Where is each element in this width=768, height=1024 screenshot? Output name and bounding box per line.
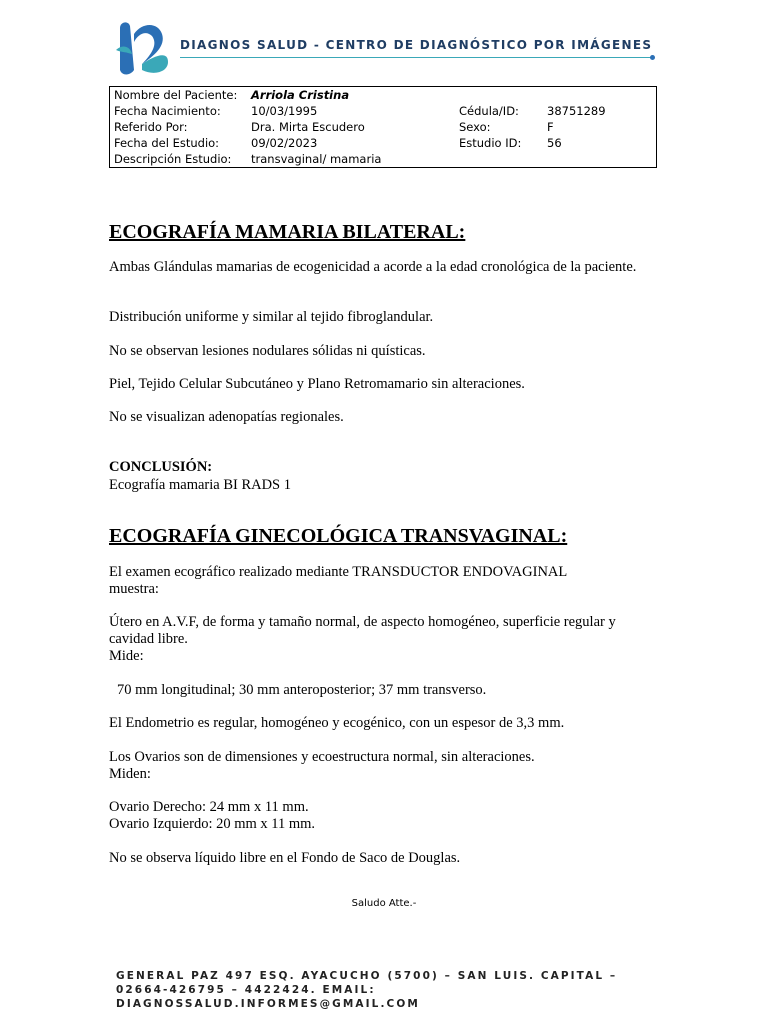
uterus-measures: 70 mm longitudinal; 30 mm anteroposterior; 37 mm transverso. (117, 682, 487, 698)
section-heading-transvaginal: ECOGRAFÍA GINECOLÓGICA TRANSVAGINAL: (109, 525, 568, 547)
referred-value: Dra. Mirta Escudero (251, 120, 365, 134)
paragraph: Los Ovarios son de dimensiones y ecoestructura normal, sin alteraciones. (109, 749, 535, 765)
referred-label: Referido Por: (114, 120, 188, 134)
study-desc-value: transvaginal/ mamaria (251, 152, 382, 166)
conclusion-label: CONCLUSIÓN: (109, 459, 213, 475)
paragraph: No se observa líquido libre en el Fondo de Saco de Douglas. (109, 850, 461, 866)
footer-address: GENERAL PAZ 497 ESQ. AYACUCHO (5700) – SAN LUIS. CAPITAL – 02664-426795 – 4422424. EMAIL: DIAGNOSSALUD.INFORMES@GMAIL.COM (116, 970, 618, 1010)
section-heading-mamaria: ECOGRAFÍA MAMARIA BILATERAL: (109, 221, 466, 243)
id-value: 38751289 (547, 104, 606, 118)
clinic-title: DIAGNOS SALUD - CENTRO DE DIAGNÓSTICO POR IMÁGENES (180, 38, 653, 52)
id-label: Cédula/ID: (459, 104, 519, 118)
sex-label: Sexo: (459, 120, 491, 134)
paragraph: Miden: (109, 766, 151, 782)
diagnos-salud-logo-icon (112, 20, 174, 76)
patient-info-box (109, 86, 657, 168)
ovary-right-measure: Ovario Derecho: 24 mm x 11 mm. (109, 799, 309, 815)
dob-value: 10/03/1995 (251, 104, 318, 118)
paragraph: El examen ecográfico realizado mediante TRANSDUCTOR ENDOVAGINAL muestra: (109, 564, 567, 597)
study-id-label: Estudio ID: (459, 136, 522, 150)
dob-label: Fecha Nacimiento: (114, 104, 221, 118)
paragraph: No se visualizan adenopatías regionales. (109, 409, 344, 425)
paragraph: Ambas Glándulas mamarias de ecogenicidad a acorde a la edad cronológica de la paciente. (109, 259, 637, 275)
ovary-left-measure: Ovario Izquierdo: 20 mm x 11 mm. (109, 816, 316, 832)
header-divider (180, 57, 652, 58)
paragraph: Piel, Tejido Celular Subcutáneo y Plano Retromamario sin alteraciones. (109, 376, 525, 392)
paragraph: El Endometrio es regular, homogéneo y ecogénico, con un espesor de 3,3 mm. (109, 715, 565, 731)
paragraph: Mide: (109, 648, 144, 664)
paragraph: No se observan lesiones nodulares sólidas ni quísticas. (109, 343, 426, 359)
study-desc-label: Descripción Estudio: (114, 152, 232, 166)
patient-name-label: Nombre del Paciente: (114, 88, 238, 102)
paragraph: Distribución uniforme y similar al tejido fibroglandular. (109, 309, 434, 325)
study-date-label: Fecha del Estudio: (114, 136, 220, 150)
patient-name-value: Arriola Cristina (251, 88, 350, 102)
study-date-value: 09/02/2023 (251, 136, 318, 150)
signature-text: Saludo Atte.- (351, 898, 417, 909)
paragraph: Útero en A.V.F, de forma y tamaño normal, de aspecto homogéneo, superficie regular y cavidad libre. (109, 614, 616, 647)
header-dot (650, 55, 655, 60)
conclusion-text: Ecografía mamaria BI RADS 1 (109, 477, 292, 493)
study-id-value: 56 (547, 136, 562, 150)
sex-value: F (547, 120, 554, 134)
